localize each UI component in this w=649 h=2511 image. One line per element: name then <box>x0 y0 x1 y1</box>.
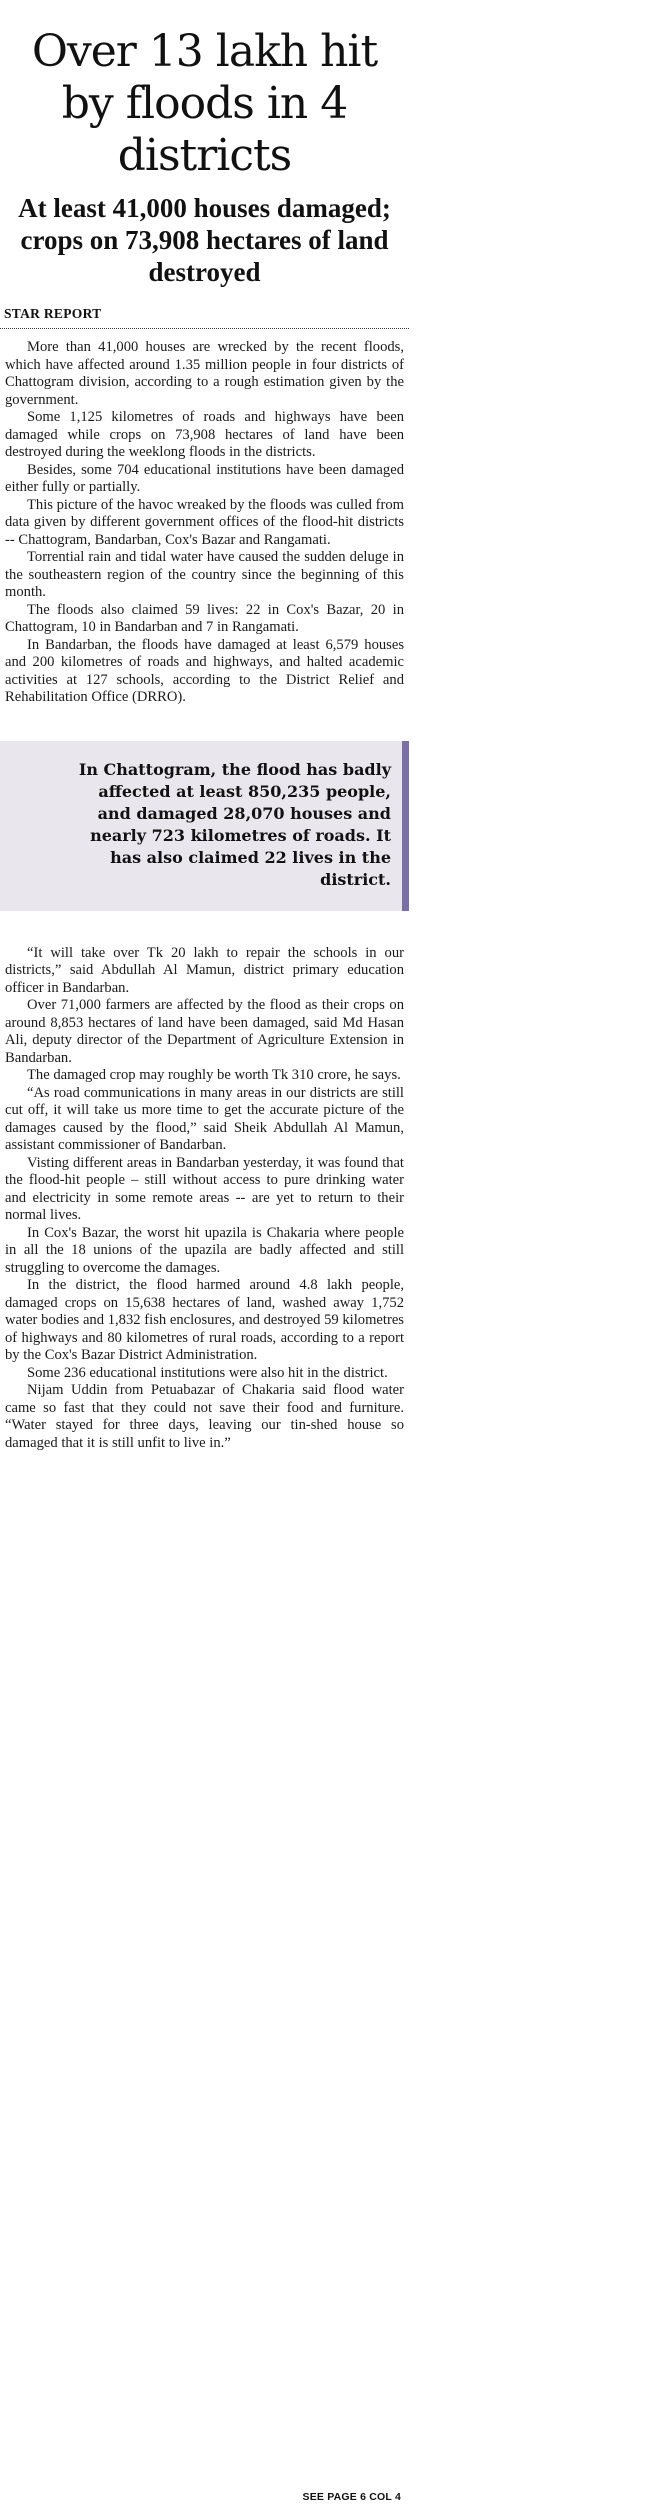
body-paragraph: Over 71,000 farmers are affected by the flood as their crops on around 8,853 hectares of land have been damaged, said Md Hasan Ali, deputy director of the Department of Agriculture Extension in Bandarban. <box>5 997 404 1066</box>
body-paragraph: “It will take over Tk 20 lakh to repair the schools in our districts,” said Abdullah Al Mamun, district primary education officer in Bandarban. <box>5 944 404 996</box>
body-paragraph: Torrential rain and tidal water have caused the sudden deluge in the southeastern region of the country since the beginning of this month. <box>5 549 404 600</box>
pull-quote-accent-bar <box>402 741 409 911</box>
body-paragraph: In Cox's Bazar, the worst hit upazila is Chakaria where people in all the 18 unions of the upazila are badly affected and still struggling to overcome the damages. <box>5 1224 404 1276</box>
body-paragraph: The damaged crop may roughly be worth Tk 310 crore, he says. <box>27 1067 401 1083</box>
body-paragraph: In the district, the flood harmed around 4.8 lakh people, damaged crops on 15,638 hectares of land, washed away 1,752 water bodies and 1,832 fish enclosures, and destroyed 59 kilometres of highways and 80 kilometres of rural roads, according to a report by the Cox's Bazar District Administration. <box>5 1277 404 1363</box>
body-paragraph: Some 236 educational institutions were also hit in the district. <box>27 1364 388 1381</box>
pull-quote-text: In Chattogram, the flood has badly affected at least 850,235 people, and damaged 28,070 houses and nearly 723 kilometres of roads. It has also claimed 22 lives in the district. <box>78 759 391 889</box>
headline: Over 13 lakh hit by floods in 4 districts <box>31 26 378 181</box>
article-body-part-1 <box>0 339 409 707</box>
body-paragraph: Besides, some 704 educational institutions have been damaged either fully or partially. <box>5 461 404 495</box>
pull-quote <box>0 741 409 911</box>
article-body-part-2 <box>0 945 409 1453</box>
body-paragraph: More than 41,000 houses are wrecked by the recent floods, which have affected around 1.35 million people in four districts of Chattogram division, according to a rough estimation given by the government. <box>5 339 404 408</box>
byline: STAR REPORT <box>0 306 409 329</box>
body-paragraph: Nijam Uddin from Petuabazar of Chakaria said flood water came so fast that they could not save their food and furniture. “Water stayed for three days, leaving our tin-shed house so damaged that it is still unfit to live in.” <box>5 1382 404 1451</box>
body-paragraph: This picture of the havoc wreaked by the floods was culled from data given by different government offices of the flood-hit districts -- Chattogram, Bandarban, Cox's Bazar and Rangamati. <box>5 496 404 548</box>
continuation-jump-line: SEE PAGE 6 COL 4 <box>302 2491 401 2503</box>
body-paragraph: Visting different areas in Bandarban yesterday, it was found that the flood-hit people – still without access to pure drinking water and electricity in some remote areas -- are yet to return to their normal lives. <box>5 1154 404 1223</box>
body-paragraph: Some 1,125 kilometres of roads and highways have been damaged while crops on 73,908 hectares of land have been destroyed during the weeklong floods in the districts. <box>5 409 404 460</box>
body-paragraph: In Bandarban, the floods have damaged at least 6,579 houses and 200 kilometres of roads and highways, and halted academic activities at 127 schools, according to the District Relief and Rehabilitation Office (DRRO). <box>5 636 404 705</box>
body-paragraph: “As road communications in many areas in our districts are still cut off, it will take us more time to get the accurate picture of the damages caused by the flood,” said Sheik Abdullah Al Mamun, assistant commissioner of Bandarban. <box>5 1084 404 1153</box>
subheadline: At least 41,000 houses damaged; crops on 73,908 hectares of land destroyed <box>18 193 391 287</box>
body-paragraph: The floods also claimed 59 lives: 22 in Cox's Bazar, 20 in Chattogram, 10 in Bandarban and 7 in Rangamati. <box>5 601 404 635</box>
